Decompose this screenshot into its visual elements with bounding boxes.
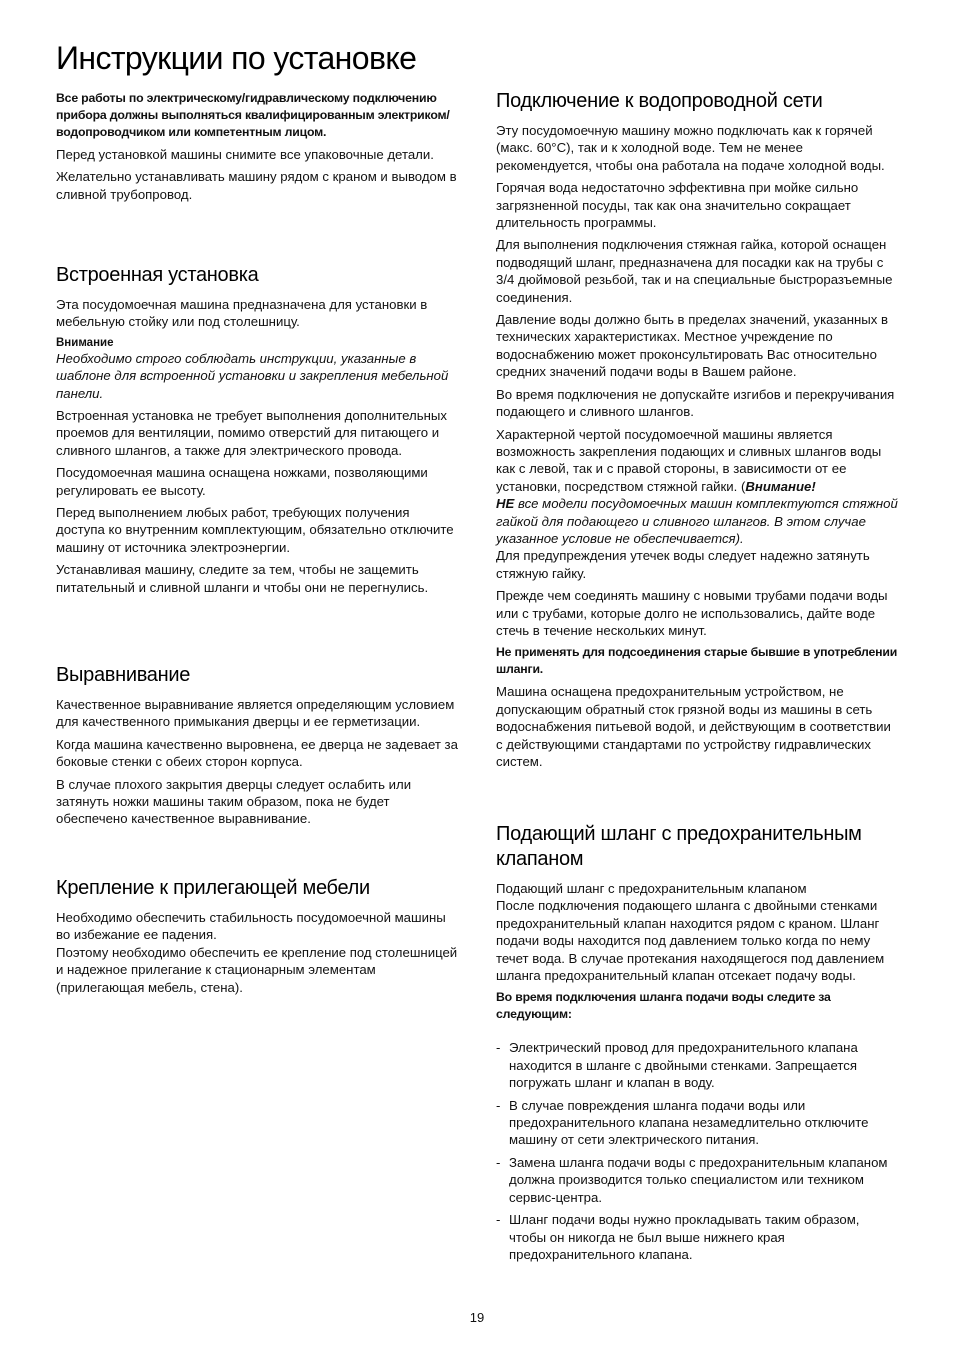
- water-paragraph-gasket: [496, 426, 900, 583]
- leveling-heading: Выравнивание: [56, 664, 191, 686]
- list-item: [496, 1039, 900, 1091]
- page-number: 19: [469, 1310, 485, 1325]
- list-item: [496, 1097, 900, 1149]
- leveling-paragraph: В случае плохого закрытия дверцы следует ослабить или затянуть ножки машины таким образом, пока не будет обеспечено качественное выравнивание.: [56, 776, 412, 827]
- page-title: Инструкции по установке: [56, 40, 417, 76]
- intro-paragraph: Перед установкой машины снимите все упаковочные детали.: [56, 147, 434, 162]
- gasket-italic-note: все модели посудомоечных машин комплектуются стяжной гайкой для подающего и сливного шлангов. В этом случае указанное условие не обеспечивается).: [496, 496, 898, 546]
- water-paragraph: Во время подключения не допускайте изгибов и перекручивания подающего и сливного шлангов.: [496, 386, 895, 420]
- water-paragraph: Для выполнения подключения стяжная гайка, которой оснащен подводящий шланг, предназначена для посадки как на трубы с 3/4 дюймовой резьбой, так и на специальные быстроразъемные соединения.: [496, 237, 893, 305]
- builtin-paragraph: Перед выполнением любых работ, требующих получения доступа ко внутренним комплектующим, обязательно отключите машину от источника электроэнергии.: [56, 505, 454, 555]
- hose-section: [496, 822, 900, 1268]
- list-item-text: В случае повреждения шланга подачи воды или предохранительного клапана незамедлительно отключите машину от сети электрического питания.: [509, 1097, 869, 1148]
- water-paragraph: Эту посудомоечную машину можно подключать как к горячей (макс. 60°C), так и к холодной воде. Тем не менее рекомендуется, чтобы она работала на подаче холодной воды.: [496, 123, 885, 173]
- dash-marker: -: [496, 1040, 501, 1056]
- gasket-not: НЕ: [496, 496, 515, 512]
- builtin-heading: Встроенная установка: [56, 264, 259, 286]
- gasket-after: Для предупреждения утечек воды следует надежно затянуть стяжную гайку.: [496, 548, 870, 581]
- water-paragraph: Горячая вода недостаточно эффективна при мойке сильно загрязненной посуды, так как она значительно сокращает длительность программы.: [496, 180, 859, 231]
- leveling-paragraph: Качественное выравнивание является определяющим условием для качественного примыкания дверцы и ее герметизации.: [56, 697, 455, 730]
- hose-text-a: Подающий шланг с предохранительным клапаном: [496, 881, 807, 896]
- builtin-paragraph: Посудомоечная машина оснащена ножками, позволяющими регулировать ее высоту.: [56, 465, 428, 498]
- intro-paragraph: Желательно устанавливать машину рядом с краном и выводом в сливной трубопровод.: [56, 169, 457, 202]
- water-bold-note: Не применять для подсоединения старые бывшие в употреблении шланги.: [496, 645, 898, 677]
- list-item-text: Замена шланга подачи воды с предохранительным клапаном должна производится только специалистом или техником сервис-центра.: [509, 1154, 888, 1205]
- leveling-paragraph: Когда машина качественно выровнена, ее дверца не задевает за боковые стенки с обеих сторон корпуса.: [56, 736, 458, 770]
- intro-section: [56, 90, 458, 208]
- builtin-paragraph: Встроенная установка не требует выполнения дополнительных проемов для вентиляции, помимо отверстий для питающего и сливного шлангов, а также для электрического провода.: [56, 408, 447, 458]
- fixing-paragraph: [56, 909, 458, 996]
- fixing-heading: Крепление к прилегающей мебели: [56, 877, 370, 899]
- dash-marker: -: [496, 1154, 501, 1170]
- list-item: [496, 1154, 900, 1206]
- fixing-section: [56, 876, 458, 1001]
- water-paragraph: Давление воды должно быть в пределах значений, указанных в технических характеристиках. Местное учреждение по водоснабжению может проконсультировать Вас относительно средних значений подачи воды в Вашем районе.: [496, 312, 889, 380]
- attention-label: Внимание: [56, 336, 114, 349]
- hose-list: [496, 1039, 900, 1263]
- gasket-attention: Внимание!: [745, 478, 816, 494]
- water-paragraph: Прежде чем соединять машину с новыми трубами подачи воды или с трубами, которые долго не использовались, дайте воде стечь в течение нескольких минут.: [496, 588, 888, 638]
- builtin-paragraph: Устанавливая машину, следите за тем, чтобы не защемить питательный и сливной шланги и чтобы они не перегнулись.: [56, 562, 429, 595]
- intro-warning: Все работы по электрическому/гидравлическому подключению прибора должны выполняться квалифицированным электриком/водопроводчиком или компетентным лицом.: [56, 91, 450, 139]
- hose-bold-note: Во время подключения шланга подачи воды следите за следующим:: [496, 990, 831, 1022]
- dash-marker: -: [496, 1212, 501, 1228]
- hose-paragraph: [496, 880, 900, 984]
- fixing-text-b: Поэтому необходимо обеспечить ее крепление под столешницей и надежное прилегание к стационарным элементам (прилегающая мебель, стена).: [56, 944, 458, 995]
- builtin-paragraph: Эта посудомоечная машина предназначена для установки в мебельную стойку или под столешницу.: [56, 297, 428, 330]
- gasket-text: Характерной чертой посудомоечной машины является возможность закрепления подающих и сливных шлангов воды как с левой, так и с правой стороны, в зависимости от ее установки, посредством стяжной гайки. (: [496, 426, 882, 494]
- attention-text: Необходимо строго соблюдать инструкции, указанные в шаблоне для встроенной установки и закрепления мебельной панели.: [56, 350, 449, 401]
- list-item: [496, 1211, 900, 1263]
- water-section: [496, 89, 900, 775]
- builtin-section: [56, 263, 458, 601]
- dash-marker: -: [496, 1097, 501, 1113]
- list-item-text: Шланг подачи воды нужно прокладывать таким образом, чтобы он никогда не был выше нижнего края предохранительного клапана.: [509, 1212, 860, 1262]
- hose-text-b: После подключения подающего шланга с двойными стенками предохранительный клапан находится рядом с краном. Шланг подачи воды находится под давлением только когда по нему течет вода. В случае протекания находящегося под давлением шланга предохранительный клапан отсекает подачу воды.: [496, 898, 885, 984]
- hose-heading: Подающий шланг с предохранительным клапаном: [496, 823, 862, 870]
- water-heading: Подключение к водопроводной сети: [496, 90, 823, 112]
- fixing-text-a: Необходимо обеспечить стабильность посудомоечной машины во избежание ее падения.: [56, 910, 446, 943]
- list-item-text: Электрический провод для предохранительного клапана находится в шланге с двойными стенками. Запрещается погружать шланг и клапан в воду.: [509, 1040, 858, 1091]
- leveling-section: [56, 663, 458, 833]
- water-paragraph: Машина оснащена предохранительным устройством, не допускающим обратный сток грязной воды из машины в сеть водоснабжения питьевой водой, и действующим в соответствии с действующими стандартами по устройству гидравлических систем.: [496, 684, 891, 769]
